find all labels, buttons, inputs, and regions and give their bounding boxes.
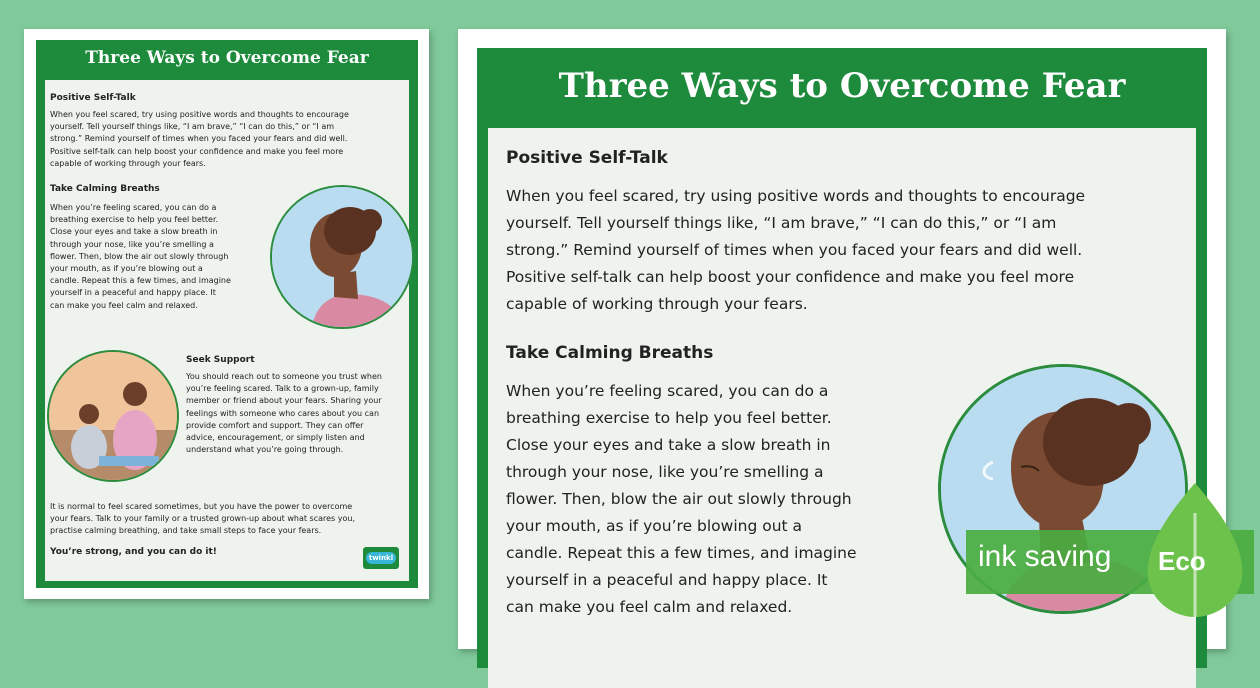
text-line: strong.” Remind yourself of times when you faced your fears and did well. — [506, 241, 1083, 259]
text-line: breathing exercise to help you feel better. — [50, 215, 219, 225]
text-line: flower. Then, blow the air out slowly through — [506, 490, 852, 508]
text-line: yourself in a peaceful and happy place. It — [50, 288, 216, 298]
text-line: Positive self-talk can help boost your confidence and make you feel more — [506, 268, 1075, 286]
text-line: your fears. Talk to your family or a trusted grown-up about what scares you, — [50, 514, 355, 524]
thumb-heading-breaths: Take Calming Breaths — [50, 184, 160, 194]
thumb-support-text — [186, 371, 408, 456]
text-line: capable of working through your fears. — [50, 158, 206, 168]
breaths-text — [506, 378, 926, 621]
text-line: yourself in a peaceful and happy place. It — [506, 571, 828, 589]
text-line: advice, encouragement, or simply listen and — [186, 433, 365, 443]
text-line: can make you feel calm and relaxed. — [506, 598, 793, 616]
text-line: practise calming breathing, and take small steps to face your fears. — [50, 526, 322, 536]
thumbnail-title: Three Ways to Overcome Fear — [85, 48, 369, 68]
text-line: member or friend about your fears. Sharing your — [186, 396, 382, 406]
thumbnail-frame — [36, 40, 418, 588]
text-line: your mouth, as if you’re blowing out a — [506, 517, 803, 535]
text-line: When you’re feeling scared, you can do a — [506, 382, 829, 400]
eco-label: Eco — [1158, 546, 1206, 576]
text-line: strong.” Remind yourself of times when you faced your fears and did well. — [50, 134, 348, 144]
thumb-breaths-text — [50, 202, 265, 312]
main-panel — [488, 128, 1196, 688]
text-line: When you feel scared, try using positive words and thoughts to encourage — [506, 187, 1086, 205]
heading-breaths: Take Calming Breaths — [506, 343, 714, 363]
text-line: can make you feel calm and relaxed. — [50, 300, 198, 310]
text-line: You should reach out to someone you trust when — [186, 372, 382, 381]
text-line: candle. Repeat this a few times, and imagine — [506, 544, 857, 562]
text-line: candle. Repeat this a few times, and imagine — [50, 276, 231, 286]
thumbnail-panel — [45, 80, 409, 581]
thumb-heading-support: Seek Support — [186, 355, 255, 365]
thumb-heading-self-talk: Positive Self-Talk — [50, 93, 136, 103]
text-line: It is normal to feel scared sometimes, but you have the power to overcome — [50, 502, 353, 511]
text-line: When you feel scared, try using positive words and thoughts to encourage — [50, 110, 349, 119]
text-line: yourself. Tell yourself things like, “I am brave,” “I can do this,” or “I am — [50, 122, 335, 132]
text-line: flower. Then, blow the air out slowly through — [50, 251, 229, 261]
thumbnail-poster — [24, 29, 429, 599]
text-line: Close your eyes and take a slow breath in — [506, 436, 831, 454]
twinkl-logo — [363, 547, 399, 569]
thumb-closing-final: You’re strong, and you can do it! — [50, 547, 217, 557]
self-talk-text — [506, 183, 1191, 318]
thumb-support-illustration — [47, 350, 179, 482]
woman-breathing-image — [272, 187, 412, 327]
thumb-self-talk-text — [50, 109, 406, 170]
text-line: through your nose, like you’re smelling a — [50, 239, 214, 249]
text-line: capable of working through your fears. — [506, 295, 808, 313]
ink-saving-text: ink saving — [978, 540, 1112, 573]
text-line: Positive self-talk can help boost your confidence and make you feel more — [50, 146, 344, 156]
text-line: provide comfort and support. They can offer — [186, 420, 364, 430]
page-title: Three Ways to Overcome Fear — [558, 66, 1126, 106]
text-line: through your nose, like you’re smelling a — [506, 463, 824, 481]
thumb-closing-text — [50, 501, 406, 538]
text-line: When you’re feeling scared, you can do a — [50, 203, 217, 212]
logo-text: twinkl — [366, 552, 396, 564]
text-line: Close your eyes and take a slow breath in — [50, 227, 218, 237]
mother-child-image — [49, 352, 177, 480]
text-line: yourself. Tell yourself things like, “I am brave,” “I can do this,” or “I am — [506, 214, 1057, 232]
thumb-breathing-illustration — [270, 185, 414, 329]
text-line: understand what you’re going through. — [186, 445, 344, 455]
text-line: breathing exercise to help you feel better. — [506, 409, 832, 427]
text-line: you’re feeling scared. Talk to a grown-up, family — [186, 384, 379, 394]
heading-self-talk: Positive Self-Talk — [506, 148, 668, 168]
text-line: feelings with someone who cares about you can — [186, 408, 380, 418]
text-line: your mouth, as if you’re blowing out a — [50, 264, 203, 274]
